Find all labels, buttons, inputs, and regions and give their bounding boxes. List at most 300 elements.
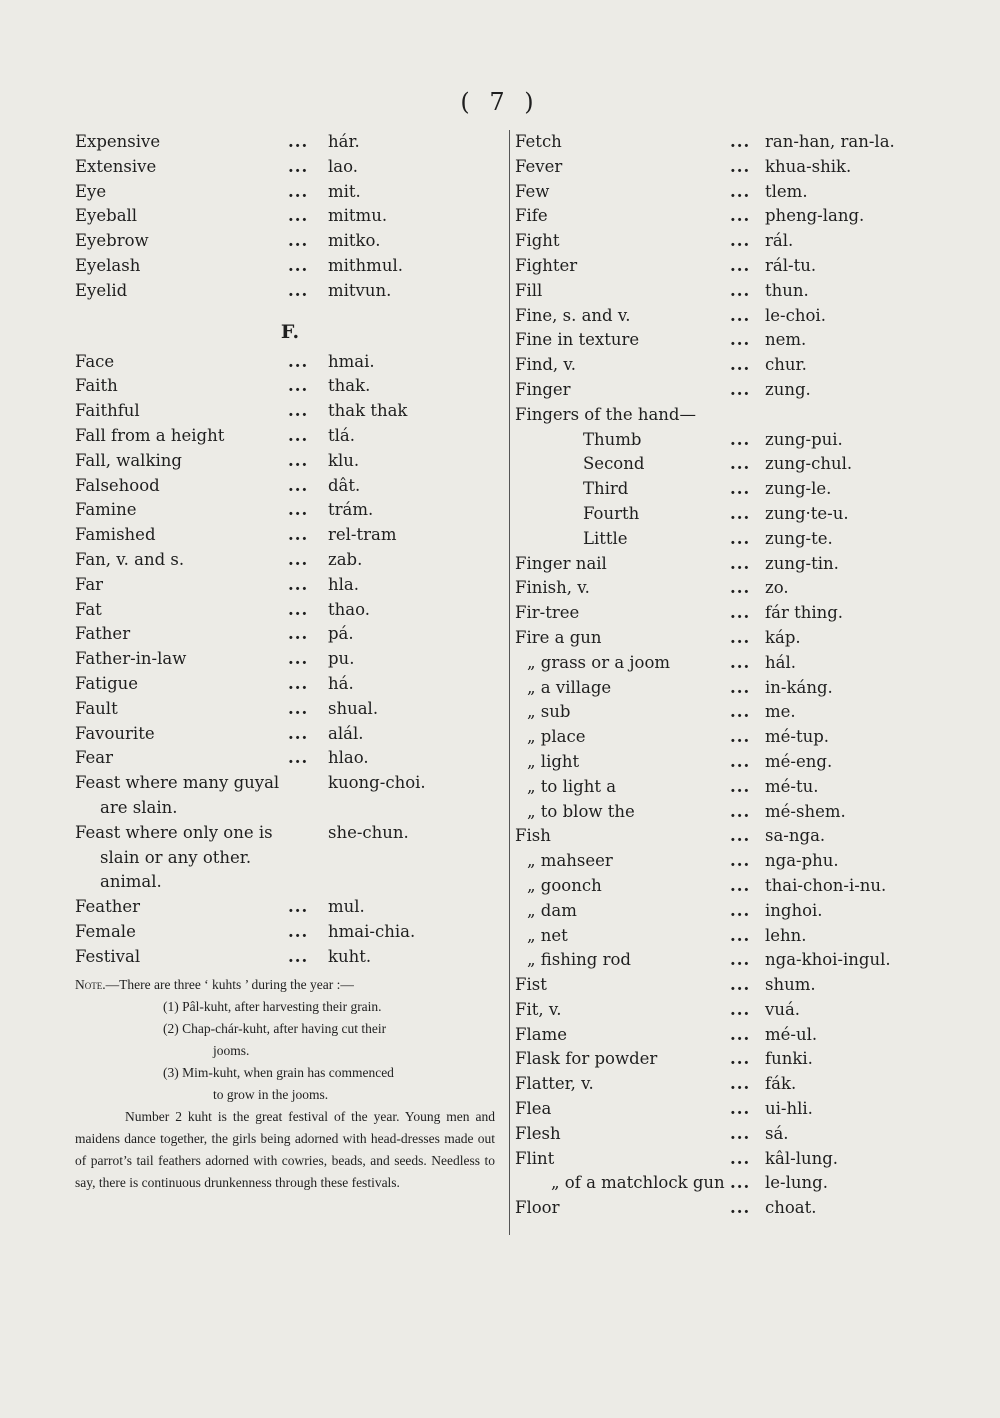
entry-term: Fire a gun [515, 627, 602, 647]
entry-term: Eyelid [75, 280, 128, 300]
entry-definition: shual. [328, 698, 379, 718]
entry-term: Finger nail [515, 553, 607, 573]
leader-dots: ... [730, 826, 751, 846]
entry-definition: mé-ul. [765, 1024, 818, 1044]
entry-row [515, 279, 935, 304]
entry-term: Fatigue [75, 673, 139, 693]
entry-definition: kuong-choi. [328, 773, 426, 793]
leader-dots: ... [730, 627, 751, 647]
leader-dots: ... [730, 975, 751, 995]
entry-term: Flame [515, 1024, 567, 1044]
entry-definition: pu. [328, 649, 355, 669]
entry-term: „ fishing rod [527, 950, 631, 970]
entry-term: Eye [75, 181, 107, 201]
entry-term: Flea [515, 1099, 552, 1119]
entry-term: „ a village [527, 677, 612, 697]
entry-row [75, 672, 505, 697]
entry-definition: mit. [328, 181, 361, 201]
entry-definition: zung-pui. [765, 429, 843, 449]
entry-term: Faith [75, 376, 118, 396]
entry-definition: hmai. [328, 351, 375, 371]
leader-dots: ... [730, 1173, 751, 1193]
leader-dots: ... [288, 748, 309, 768]
left-column [75, 130, 505, 1194]
entry-row [515, 824, 935, 849]
entry-definition: zung-te. [765, 528, 833, 548]
entry-definition: alál. [328, 723, 364, 743]
entry-definition: lao. [328, 156, 359, 176]
entry-row [515, 254, 935, 279]
entry-row [75, 895, 505, 920]
entry-definition: tlá. [328, 425, 355, 445]
entry-row [515, 725, 935, 750]
leader-dots: ... [730, 950, 751, 970]
entry-row [75, 598, 505, 623]
entry-term: „ to blow the [527, 801, 635, 821]
entry-definition: khua-shik. [765, 156, 852, 176]
leader-dots: ... [730, 330, 751, 350]
entry-definition: mitko. [328, 231, 381, 251]
leader-dots: ... [730, 776, 751, 796]
entry-term: Finish, v. [515, 578, 590, 598]
entry-row [515, 775, 935, 800]
entry-row [515, 477, 935, 502]
leader-dots: ... [288, 425, 309, 445]
entry-row [75, 548, 505, 573]
entry-row [75, 647, 505, 672]
entry-term-continuation: are slain. [100, 797, 178, 817]
entry-definition: she-chun. [328, 822, 409, 842]
entry-term: Fine, s. and v. [515, 305, 631, 325]
entry-definition: mithmul. [328, 255, 403, 275]
entry-term: „ dam [527, 900, 577, 920]
entry-row [515, 1097, 935, 1122]
entry-term: „ net [527, 925, 568, 945]
note-paragraph: Number 2 kuht is the great festival of the year. Young men and maidens dance together, the girls being adorned with head-dresses made out of parrot’s tail feathers adorned with cowries, beads, and seeds. Needless to say, there is continuous drunkenness through these festivals. [75, 1108, 495, 1190]
leader-dots: ... [730, 255, 751, 275]
entry-term: Fist [515, 975, 547, 995]
entry-term: Fourth [583, 503, 640, 523]
leader-dots: ... [730, 875, 751, 895]
entry-row [515, 527, 935, 552]
entry-term: Few [515, 181, 550, 201]
leader-dots: ... [288, 280, 309, 300]
entry-term: Finger [515, 379, 571, 399]
entry-row [75, 204, 505, 229]
entry-definition: chur. [765, 355, 807, 375]
note-item: (2) Chap-chár-kuht, after having cut their [163, 1020, 387, 1036]
entry-term: Fan, v. and s. [75, 549, 185, 569]
leader-dots: ... [730, 1198, 751, 1218]
entry-row [515, 304, 935, 329]
note-label: Note. [75, 976, 106, 992]
entry-definition: in-káng. [765, 677, 833, 697]
entry-row [75, 374, 505, 399]
entry-row [515, 452, 935, 477]
entry-definition: klu. [328, 450, 360, 470]
leader-dots: ... [730, 1123, 751, 1143]
leader-dots: ... [730, 132, 751, 151]
entry-term: „ sub [527, 702, 571, 722]
leader-dots: ... [730, 231, 751, 251]
entry-row [515, 552, 935, 577]
entry-term: Female [75, 921, 136, 941]
entry-row [75, 573, 505, 598]
leader-dots: ... [730, 479, 751, 499]
fingers-list [515, 428, 935, 552]
entry-definition: káp. [765, 627, 801, 647]
entry-row [515, 601, 935, 626]
note-item-continuation: jooms. [213, 1042, 250, 1058]
leader-dots: ... [730, 206, 751, 226]
entry-term: Fill [515, 280, 543, 300]
entries-fe-fi [515, 130, 935, 403]
leader-dots: ... [288, 206, 309, 226]
leader-dots: ... [288, 723, 309, 743]
entry-row [515, 328, 935, 353]
entry-term: Fife [515, 206, 548, 226]
entry-definition: rál. [765, 231, 794, 251]
entry-term: Fit, v. [515, 999, 562, 1019]
entry-definition: há. [328, 673, 354, 693]
entry-term: Faithful [75, 401, 140, 421]
entry-definition: zung·te-u. [765, 503, 849, 523]
fingers-heading-row [515, 403, 935, 428]
entry-term: Thumb [583, 429, 642, 449]
entries-f [75, 350, 505, 772]
right-column [515, 130, 935, 1221]
entry-definition: zung-le. [765, 479, 832, 499]
entry-term: Father [75, 624, 131, 644]
entry-definition: trám. [328, 500, 374, 520]
entry-row [75, 498, 505, 523]
entry-definition: mé-shem. [765, 801, 846, 821]
entry-row [515, 849, 935, 874]
entry-row [515, 353, 935, 378]
entry-row [515, 1072, 935, 1097]
entry-row [515, 1196, 935, 1221]
entry-row [75, 350, 505, 375]
entry-definition: inghoi. [765, 900, 823, 920]
leader-dots: ... [730, 677, 751, 697]
entry-definition: vuá. [765, 999, 801, 1019]
leader-dots: ... [288, 156, 309, 176]
entry-term: Fault [75, 698, 118, 718]
entry-term: Fight [515, 231, 560, 251]
entry-row [515, 576, 935, 601]
leader-dots: ... [288, 255, 309, 275]
entry-definition: dât. [328, 475, 361, 495]
entry-term: Second [583, 454, 645, 474]
leader-dots: ... [730, 999, 751, 1019]
leader-dots: ... [730, 528, 751, 548]
entry-row [515, 502, 935, 527]
note-item: (3) Mim-kuht, when grain has commenced [163, 1064, 394, 1080]
entry-row [75, 622, 505, 647]
entry-row [75, 920, 505, 945]
entry-row [515, 155, 935, 180]
entry-definition: shum. [765, 975, 816, 995]
entry-row [515, 204, 935, 229]
leader-dots: ... [730, 603, 751, 623]
entry-row [75, 746, 505, 771]
leader-dots: ... [288, 574, 309, 594]
entry-row [515, 626, 935, 651]
entry-definition: me. [765, 702, 796, 722]
entry-row [515, 130, 935, 155]
entry-row [515, 229, 935, 254]
entry-row [515, 1147, 935, 1172]
entry-row [515, 428, 935, 453]
entry-definition: mé-tup. [765, 727, 830, 747]
leader-dots: ... [730, 305, 751, 325]
entry-definition: tlem. [765, 181, 808, 201]
entry-row [515, 1171, 935, 1196]
entry-definition: fár thing. [765, 603, 844, 623]
entry-term: Fish [515, 826, 551, 846]
entry-definition: hla. [328, 574, 359, 594]
entry-row [75, 474, 505, 499]
leader-dots: ... [730, 553, 751, 573]
entry-definition: hmai-chia. [328, 921, 416, 941]
leader-dots: ... [730, 181, 751, 201]
entry-definition: mul. [328, 897, 365, 917]
entry-row [515, 899, 935, 924]
entry-definition: sa-nga. [765, 826, 826, 846]
leader-dots: ... [288, 673, 309, 693]
fire-subentries [515, 651, 935, 825]
entry-definition: thun. [765, 280, 809, 300]
entry-term: Fine in texture [515, 330, 640, 350]
entry-definition: kuht. [328, 946, 372, 966]
entry-row [515, 378, 935, 403]
leader-dots: ... [730, 652, 751, 672]
entry-term: Fat [75, 599, 102, 619]
entry-row [75, 449, 505, 474]
leader-dots: ... [730, 751, 751, 771]
entry-definition: mitmu. [328, 206, 388, 226]
leader-dots: ... [730, 355, 751, 375]
entry-definition: zung-tin. [765, 553, 839, 573]
entry-term: „ to light a [527, 776, 617, 796]
entry-row [515, 998, 935, 1023]
entry-row [515, 180, 935, 205]
entry-row [75, 424, 505, 449]
leader-dots: ... [288, 624, 309, 644]
leader-dots: ... [288, 132, 309, 151]
entry-definition: hál. [765, 652, 796, 672]
leader-dots: ... [730, 702, 751, 722]
entry-definition: nga-khoi-ingul. [765, 950, 891, 970]
entry-term: Little [583, 528, 628, 548]
section-heading: F. [280, 320, 300, 343]
leader-dots: ... [288, 946, 309, 966]
note-intro: —There are three ‘ kuhts ’ during the year :— [105, 976, 354, 992]
entry-row [75, 155, 505, 180]
entry-row [75, 399, 505, 424]
entry-definition: thak thak [328, 401, 408, 421]
entry-definition: fák. [765, 1074, 797, 1094]
leader-dots: ... [730, 578, 751, 598]
entry-definition: ui-hli. [765, 1099, 813, 1119]
festival-note [75, 974, 495, 1194]
entry-definition: mé-eng. [765, 751, 833, 771]
leader-dots: ... [730, 1099, 751, 1119]
entry-definition: pá. [328, 624, 354, 644]
entry-term: Festival [75, 946, 141, 966]
entry-row [515, 651, 935, 676]
entry-definition: zab. [328, 549, 363, 569]
entry-row [515, 750, 935, 775]
leader-dots: ... [730, 727, 751, 747]
leader-dots: ... [730, 1024, 751, 1044]
entry-term: Falsehood [75, 475, 160, 495]
entry-row [75, 722, 505, 747]
entry-definition: le-choi. [765, 305, 826, 325]
entry-row [515, 973, 935, 998]
leader-dots: ... [730, 156, 751, 176]
entry-definition: thai-chon-i-nu. [765, 875, 887, 895]
entry-row [75, 130, 505, 155]
column-divider [509, 130, 510, 1235]
entry-definition: thao. [328, 599, 370, 619]
entry-term: Fall, walking [75, 450, 182, 470]
entry-row [75, 180, 505, 205]
leader-dots: ... [288, 698, 309, 718]
entries-e [75, 130, 505, 304]
entry-definition: zo. [765, 578, 789, 598]
entry-term: Flint [515, 1148, 555, 1168]
entry-term: „ light [527, 751, 580, 771]
entry-term: Favourite [75, 723, 155, 743]
entry-term: Find, v. [515, 355, 577, 375]
page-number: ( 7 ) [460, 88, 540, 116]
entry-term: Fir-tree [515, 603, 580, 623]
entry-term: „ goonch [527, 875, 602, 895]
entry-definition: sá. [765, 1123, 789, 1143]
entry-term: Extensive [75, 156, 157, 176]
entry-row [515, 874, 935, 899]
entry-row [75, 945, 505, 970]
entries-fist-flint [515, 973, 935, 1171]
entry-term: Flask for powder [515, 1049, 658, 1069]
entry-definition: kâl-lung. [765, 1148, 839, 1168]
leader-dots: ... [288, 649, 309, 669]
leader-dots: ... [730, 1148, 751, 1168]
leader-dots: ... [288, 525, 309, 545]
entry-row [515, 1023, 935, 1048]
leader-dots: ... [288, 475, 309, 495]
fish-subentries [515, 849, 935, 973]
entry-term: Flesh [515, 1123, 561, 1143]
leader-dots: ... [288, 500, 309, 520]
entry-term: Eyelash [75, 255, 141, 275]
leader-dots: ... [730, 503, 751, 523]
entry-definition: rál-tu. [765, 255, 817, 275]
entry-row [515, 948, 935, 973]
leader-dots: ... [288, 549, 309, 569]
entry-term: Famine [75, 500, 137, 520]
entry-row [75, 697, 505, 722]
entry-term: Expensive [75, 132, 161, 151]
leader-dots: ... [288, 450, 309, 470]
leader-dots: ... [288, 231, 309, 251]
note-item: (1) Pâl-kuht, after harvesting their grain. [163, 998, 382, 1014]
entry-row [515, 676, 935, 701]
leader-dots: ... [730, 1049, 751, 1069]
leader-dots: ... [288, 181, 309, 201]
entry-definition: hár. [328, 132, 360, 151]
entry-definition: le-lung. [765, 1173, 828, 1193]
leader-dots: ... [730, 1074, 751, 1094]
entry-definition: pheng-lang. [765, 206, 865, 226]
leader-dots: ... [730, 280, 751, 300]
entry-term-continuation: slain or any other. [100, 847, 252, 867]
entry-row [515, 1047, 935, 1072]
entry-term: Fetch [515, 132, 562, 151]
entry-term: Face [75, 351, 115, 371]
entry-definition: mé-tu. [765, 776, 819, 796]
leader-dots: ... [730, 429, 751, 449]
entries-f2 [75, 895, 505, 969]
leader-dots: ... [288, 401, 309, 421]
leader-dots: ... [730, 801, 751, 821]
entry-definition: ran-han, ran-la. [765, 132, 895, 151]
entry-term: „ place [527, 727, 586, 747]
entry-term: Fall from a height [75, 425, 225, 445]
leader-dots: ... [288, 351, 309, 371]
leader-dots: ... [730, 379, 751, 399]
entry-definition: hlao. [328, 748, 369, 768]
leader-dots: ... [288, 897, 309, 917]
leader-dots: ... [288, 921, 309, 941]
entry-term: Far [75, 574, 104, 594]
entry-row [75, 523, 505, 548]
entry-term: Fighter [515, 255, 578, 275]
entry-definition: mitvun. [328, 280, 392, 300]
entry-definition: zung. [765, 379, 811, 399]
entry-row [75, 229, 505, 254]
entry-feast-guyal [75, 771, 505, 821]
leader-dots: ... [730, 900, 751, 920]
entry-term: Famished [75, 525, 156, 545]
entry-term: Feather [75, 897, 141, 917]
entry-definition: choat. [765, 1198, 817, 1218]
note-item-continuation: to grow in the jooms. [213, 1086, 329, 1102]
entry-definition: rel-tram [328, 525, 397, 545]
entry-row [515, 700, 935, 725]
entry-definition: nga-phu. [765, 851, 839, 871]
entry-term: Father-in-law [75, 649, 187, 669]
leader-dots: ... [730, 925, 751, 945]
leader-dots: ... [288, 376, 309, 396]
leader-dots: ... [288, 599, 309, 619]
entry-definition: funki. [765, 1049, 813, 1069]
entry-term: „ of a matchlock gun [551, 1173, 725, 1193]
entry-term: Feast where only one is [75, 822, 273, 842]
entry-row [515, 924, 935, 949]
entry-term: Feast where many guyal [75, 773, 280, 793]
entry-definition: nem. [765, 330, 807, 350]
entry-row [515, 1122, 935, 1147]
entry-definition: zung-chul. [765, 454, 853, 474]
leader-dots: ... [730, 851, 751, 871]
entry-term: Flatter, v. [515, 1074, 594, 1094]
entry-term: Fear [75, 748, 114, 768]
entry-term: Eyeball [75, 206, 138, 226]
entry-term: Third [583, 479, 629, 499]
entry-term: „ grass or a joom [527, 652, 671, 672]
